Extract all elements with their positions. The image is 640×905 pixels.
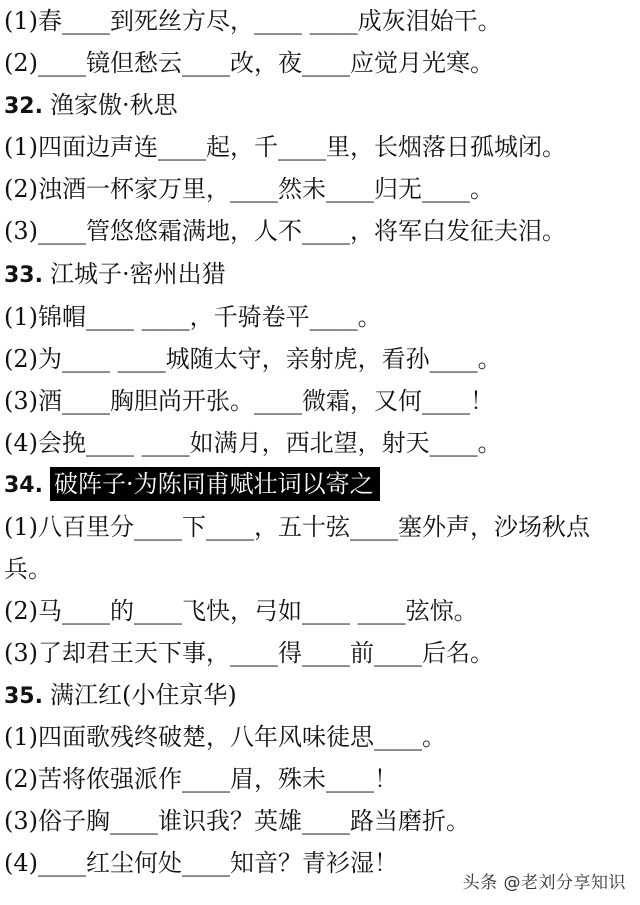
- section-title: 满江红(小住京华): [50, 681, 237, 709]
- verse-line: (2)苦将侬强派作____眉，殊未____！: [4, 765, 398, 793]
- section-heading: [4, 467, 380, 503]
- verse-line: (1)锦帽____ ____，千骑卷平____。: [4, 303, 382, 331]
- verse-line: (1)八百里分____下____，五十弦____塞外声，沙场秋点: [4, 513, 590, 541]
- verse-line: (3)了却君王天下事，____得____前____后名。: [4, 639, 494, 667]
- verse-line: (3)酒____胸胆尚开张。____微霜，又何____！: [4, 387, 494, 415]
- section-number: 32.: [4, 94, 43, 119]
- section-title: 江城子·密州出猎: [50, 260, 226, 288]
- verse-line: (2)马____的____飞快，弓如____ ____弦惊。: [4, 597, 478, 625]
- verse-line: (2)____镜但愁云____改，夜____应觉月光寒。: [4, 49, 494, 77]
- verse-line: (1)四面歌残终破楚，八年风味徒思____。: [4, 723, 446, 751]
- section-title-highlighted: 破阵子·为陈同甫赋壮词以寄之: [50, 467, 380, 501]
- verse-line: (4)会挽____ ____如满月，西北望，射天____。: [4, 429, 502, 457]
- section-heading: [4, 88, 178, 124]
- verse-line: (2)为____ ____城随太守，亲射虎，看孙____。: [4, 345, 502, 373]
- verse-line: (2)浊酒一杯家万里，____然未____归无____。: [4, 175, 494, 203]
- verse-line: (4)____红尘何处____知音？青衫湿！: [4, 849, 398, 877]
- verse-line: (1)四面边声连____起，千____里，长烟落日孤城闭。: [4, 133, 566, 161]
- section-number: 34.: [4, 473, 43, 498]
- verse-line: (3)____管悠悠霜满地，人不____，将军白发征夫泪。: [4, 217, 566, 245]
- verse-line: 兵。: [4, 555, 52, 583]
- watermark: 头条 @老刘分享知识: [462, 873, 626, 893]
- section-heading: [4, 257, 226, 293]
- section-title: 渔家傲·秋思: [50, 91, 178, 119]
- verse-line: (1)春____到死丝方尽，____ ____成灰泪始干。: [4, 7, 502, 35]
- verse-line: (3)俗子胸____谁识我？英雄____路当磨折。: [4, 807, 470, 835]
- section-heading: [4, 678, 237, 714]
- section-number: 35.: [4, 684, 43, 709]
- section-number: 33.: [4, 263, 43, 288]
